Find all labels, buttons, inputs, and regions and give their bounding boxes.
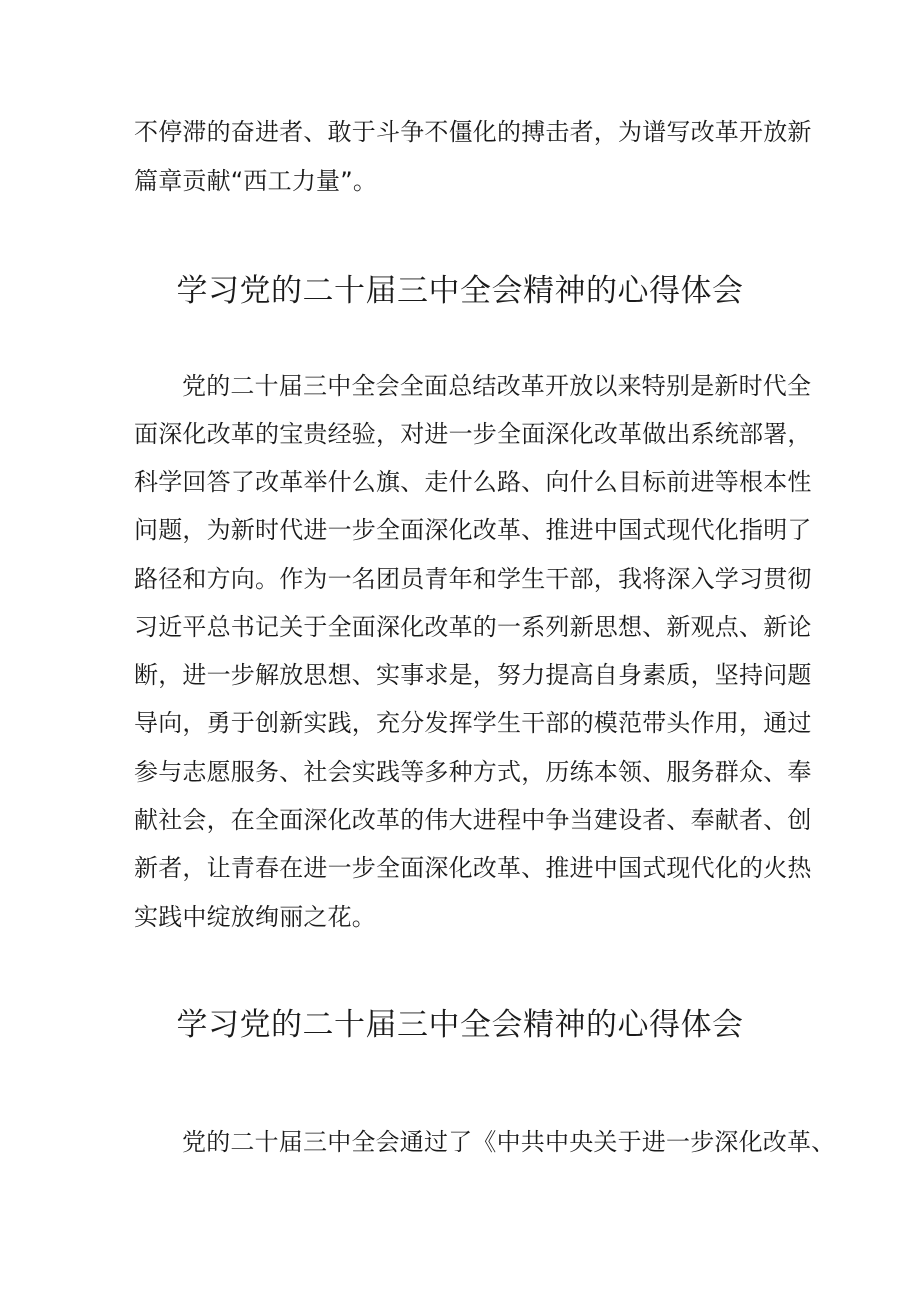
section-1-line-4: 问题，为新时代进一步全面深化改革、推进中国式现代化指明了 — [134, 516, 812, 544]
intro-line-2: 篇章贡献“西工力量”。 — [134, 167, 378, 195]
section-1-line-11: 新者，让青春在进一步全面深化改革、推进中国式现代化的火热 — [134, 854, 812, 882]
section-1-line-7: 断，进一步解放思想、实事求是，努力提高自身素质，坚持问题 — [134, 661, 812, 689]
section-1-line-3: 科学回答了改革举什么旗、走什么路、向什么目标前进等根本性 — [134, 468, 812, 496]
section-1-line-2: 面深化改革的宝贵经验，对进一步全面深化改革做出系统部署， — [134, 420, 812, 448]
section-1-line-12: 实践中绽放绚丽之花。 — [134, 903, 376, 931]
section-1-line-9: 参与志愿服务、社会实践等多种方式，历练本领、服务群众、奉 — [134, 758, 812, 786]
section-1-line-8: 导向，勇于创新实践，充分发挥学生干部的模范带头作用，通过 — [134, 709, 812, 737]
section-2-title: 学习党的二十届三中全会精神的心得体会 — [176, 1007, 744, 1043]
section-1-line-5: 路径和方向。作为一名团员青年和学生干部，我将深入学习贯彻 — [134, 565, 812, 593]
section-1-line-1: 党的二十届三中全会全面总结改革开放以来特别是新时代全 — [182, 372, 812, 400]
intro-line-1: 不停滞的奋进者、敢于斗争不僵化的搏击者，为谱写改革开放新 — [134, 118, 812, 146]
section-2-line-1: 党的二十届三中全会通过了《中共中央关于进一步深化改革、 — [182, 1128, 836, 1156]
section-1-title: 学习党的二十届三中全会精神的心得体会 — [176, 273, 744, 309]
section-1-line-10: 献社会，在全面深化改革的伟大进程中争当建设者、奉献者、创 — [134, 806, 812, 834]
section-1-line-6: 习近平总书记关于全面深化改革的一系列新思想、新观点、新论 — [134, 613, 812, 641]
